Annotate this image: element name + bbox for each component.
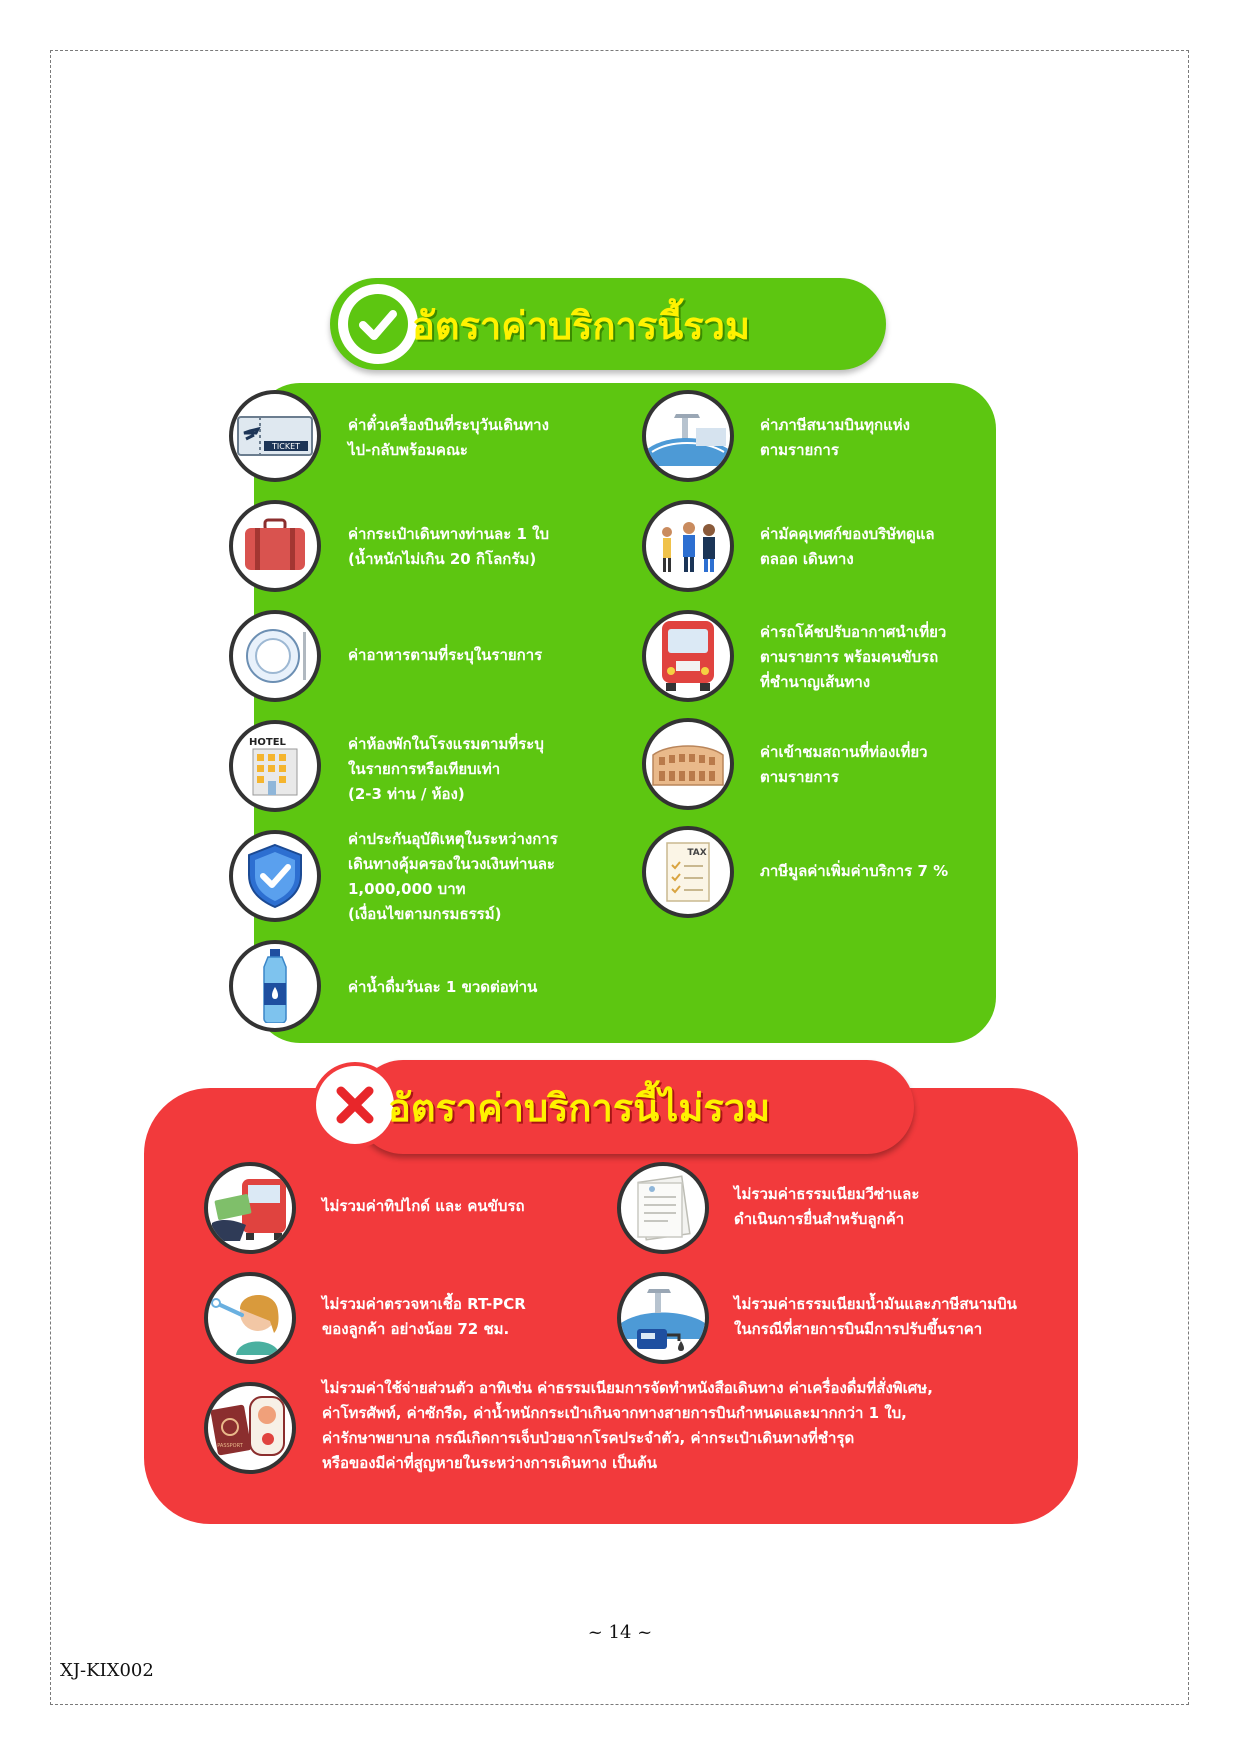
included-item-luggage: ค่ากระเป๋าเดินทางท่านละ 1 ใบ (น้ำหนักไม่เกิน 20 กิโลกรัม) xyxy=(348,525,550,568)
included-title: อัตราค่าบริการนี้รวม xyxy=(412,304,751,348)
excluded-item-visa: ไม่รวมค่าธรรมเนียมวีซ่าและ ดำเนินการยื่นสำหรับลูกค้า xyxy=(734,1185,920,1228)
shield-icon xyxy=(229,830,321,922)
included-item-flight: ค่าตั๋วเครื่องบินที่ระบุวันเดินทาง ไป-กลับพร้อมคณะ xyxy=(348,416,549,459)
plate-icon xyxy=(229,610,321,702)
excluded-title: อัตราค่าบริการนี้ไม่รวม xyxy=(388,1086,771,1130)
cross-icon xyxy=(312,1062,398,1148)
included-item-water: ค่าน้ำดื่มวันละ 1 ขวดต่อท่าน xyxy=(348,978,538,996)
excluded-item-tip: ไม่รวมค่าทิปไกด์ และ คนขับรถ xyxy=(322,1197,525,1215)
tip-money-icon xyxy=(204,1162,296,1254)
excluded-item-fuel: ไม่รวมค่าธรรมเนียมน้ำมันและภาษีสนามบิน ในกรณีที่สายการบินมีการปรับขึ้นราคา xyxy=(734,1295,1017,1338)
tax-label: TAX xyxy=(687,848,707,858)
page-number: ~ 14 ~ xyxy=(587,1622,653,1643)
included-item-vat: ภาษีมูลค่าเพิ่มค่าบริการ 7 % xyxy=(760,862,949,880)
fuel-airport-icon xyxy=(617,1272,709,1364)
excluded-item-pcr: ไม่รวมค่าตรวจหาเชื้อ RT-PCR ของลูกค้า อย่างน้อย 72 ชม. xyxy=(322,1295,526,1338)
airport-icon xyxy=(642,390,734,482)
passport-icon xyxy=(204,1382,296,1474)
hotel-label: HOTEL xyxy=(249,737,286,748)
ticket-label: TICKET xyxy=(271,442,301,451)
passport-label: PASSPORT xyxy=(217,1443,243,1449)
visa-document-icon xyxy=(617,1162,709,1254)
hotel-icon xyxy=(229,720,321,812)
bus-icon xyxy=(642,610,734,702)
water-bottle-icon xyxy=(229,940,321,1032)
included-panel xyxy=(254,383,996,1043)
colosseum-icon xyxy=(642,718,734,810)
pcr-test-icon xyxy=(204,1272,296,1364)
included-item-insurance: ค่าประกันอุบัติเหตุในระหว่างการ เดินทางคุ้มครองในวงเงินท่านละ 1,000,000 บาท (เงื่อนไขตามกรมธรรม์) xyxy=(348,830,558,923)
luggage-icon xyxy=(229,500,321,592)
included-item-coach: ค่ารถโค้ชปรับอากาศนำเที่ยว ตามรายการ พร้อมคนขับรถ ที่ชำนาญเส้นทาง xyxy=(760,623,947,691)
included-item-attractions: ค่าเข้าชมสถานที่ท่องเที่ยว ตามรายการ xyxy=(760,743,928,786)
included-item-guide: ค่ามัคคุเทศก์ของบริษัทดูแล ตลอด เดินทาง xyxy=(760,525,935,568)
document-code: XJ-KIX002 xyxy=(60,1660,154,1681)
ticket-icon xyxy=(229,390,321,482)
included-item-airport-tax: ค่าภาษีสนามบินทุกแห่ง ตามรายการ xyxy=(760,416,910,459)
check-icon xyxy=(338,284,418,364)
excluded-item-personal: ไม่รวมค่าใช้จ่ายส่วนตัว อาทิเช่น ค่าธรรมเนียมการจัดทำหนังสือเดินทาง ค่าเครื่องดื่มที่สั่งพิเศษ, ค่าโทรศัพท์, ค่าซักรีด, ค่าน้ำหนักกระเป๋าเกินจากทางสายการบินกำหนดและมากกว่า 1 ใบ, ค่ารักษาพยาบาล กรณีเกิดการเจ็บป่วยจากโรคประจำตัว, ค่ากระเป๋าเดินทางที่ชำรุด หรือของมีค่าที่สูญหายในระหว่างการเดินทาง เป็นต้น xyxy=(322,1379,933,1472)
tour-guide-icon xyxy=(642,500,734,592)
included-item-meals: ค่าอาหารตามที่ระบุในรายการ xyxy=(348,646,543,664)
tax-document-icon xyxy=(642,826,734,918)
included-item-hotel: ค่าห้องพักในโรงแรมตามที่ระบุ ในรายการหรือเทียบเท่า (2-3 ท่าน / ห้อง) xyxy=(348,735,544,803)
